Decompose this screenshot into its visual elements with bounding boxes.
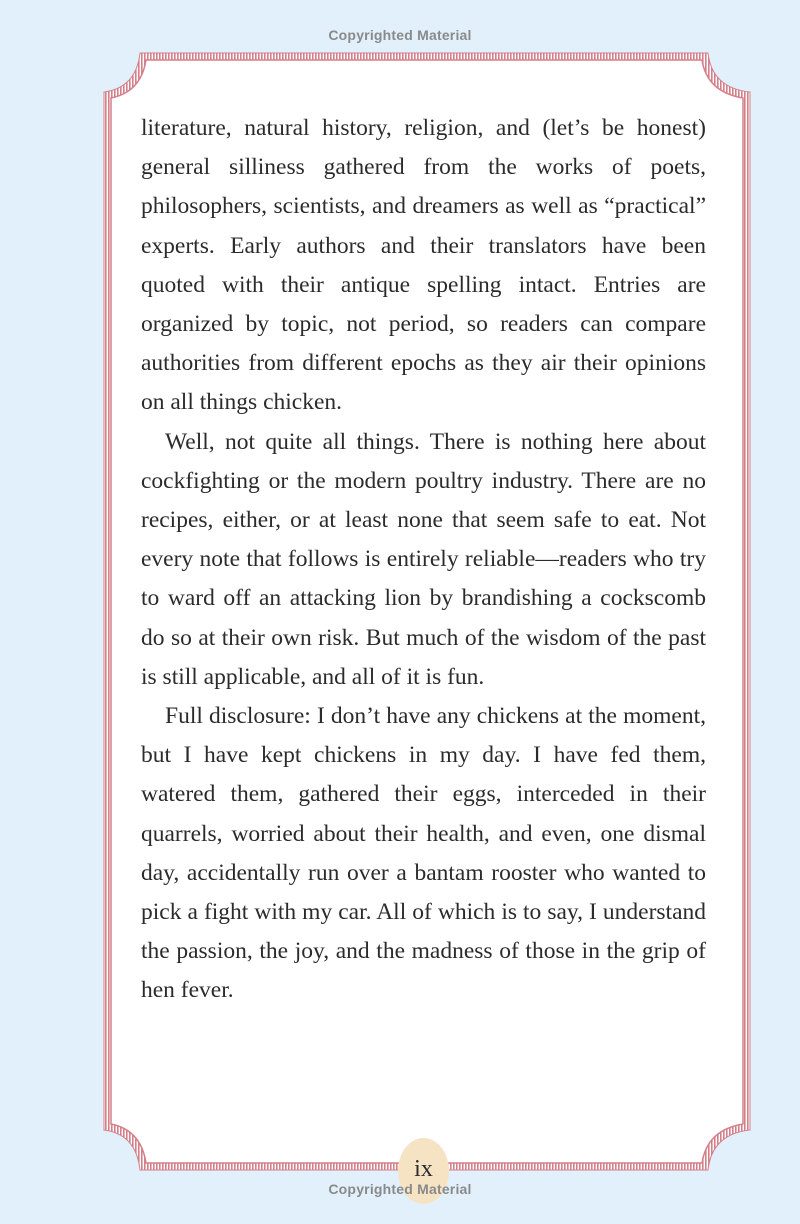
page-number: ix bbox=[398, 1138, 449, 1204]
copyright-watermark-bottom: Copyrighted Material bbox=[328, 1181, 472, 1197]
copyright-watermark-top: Copyrighted Material bbox=[328, 27, 472, 43]
paragraph-3: Full disclosure: I don’t have any chickens at the moment, but I have kept chickens in my day. I have fed them, watered them, gathered their eggs, interceded in their quarrels, worried about their health, and even, one dismal day, accidentally run over a bantam rooster who wanted to pick a fight with my car. All of which is to say, I understand the passion, the joy, and the madness of those in the grip of hen fever. bbox=[141, 703, 706, 1004]
paragraph-1: literature, natural history, religion, and (let’s be honest) general silliness gathered from the works of poets, philosophers, scientists, and dreamers as well as “practical” experts. Early authors and their translators have been quoted with their antique spelling intact. Entries are organized by topic, not period, so readers can compare authorities from different epochs as they air their opinions on all things chicken. bbox=[141, 115, 706, 416]
paragraph-2: Well, not quite all things. There is nothing here about cockfighting or the modern poultry industry. There are no recipes, either, or at least none that seem safe to eat. Not every note that follows is entirely reliable—readers who try to ward off an attacking lion by brandishing a cockscomb do so at their own risk. But much of the wisdom of the past is still applicable, and all of it is fun. bbox=[141, 428, 706, 690]
body-text bbox=[141, 109, 706, 1011]
